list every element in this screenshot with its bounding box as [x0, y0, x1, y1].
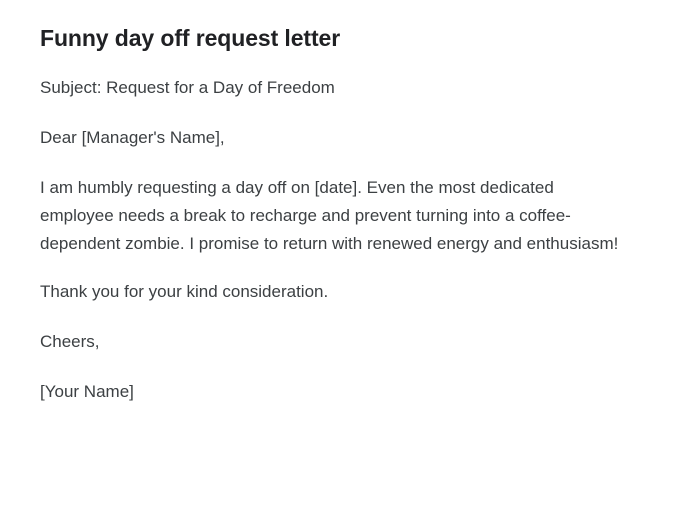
letter-signoff: Cheers, [40, 332, 100, 352]
letter-closing-thanks: Thank you for your kind consideration. [40, 282, 329, 302]
letter-signature-name: [Your Name] [40, 382, 134, 402]
letter-body-paragraph: I am humbly requesting a day off on [date]. Even the most dedicated employee needs a break to recharge and prevent turning into a coffee-dependent zombie. I promise to return with renewed energy and enthusiasm! [40, 177, 619, 254]
letter-subject-line: Subject: Request for a Day of Freedom [40, 77, 335, 97]
letter-salutation: Dear [Manager's Name], [40, 127, 225, 147]
page-title: Funny day off request letter [40, 25, 341, 51]
